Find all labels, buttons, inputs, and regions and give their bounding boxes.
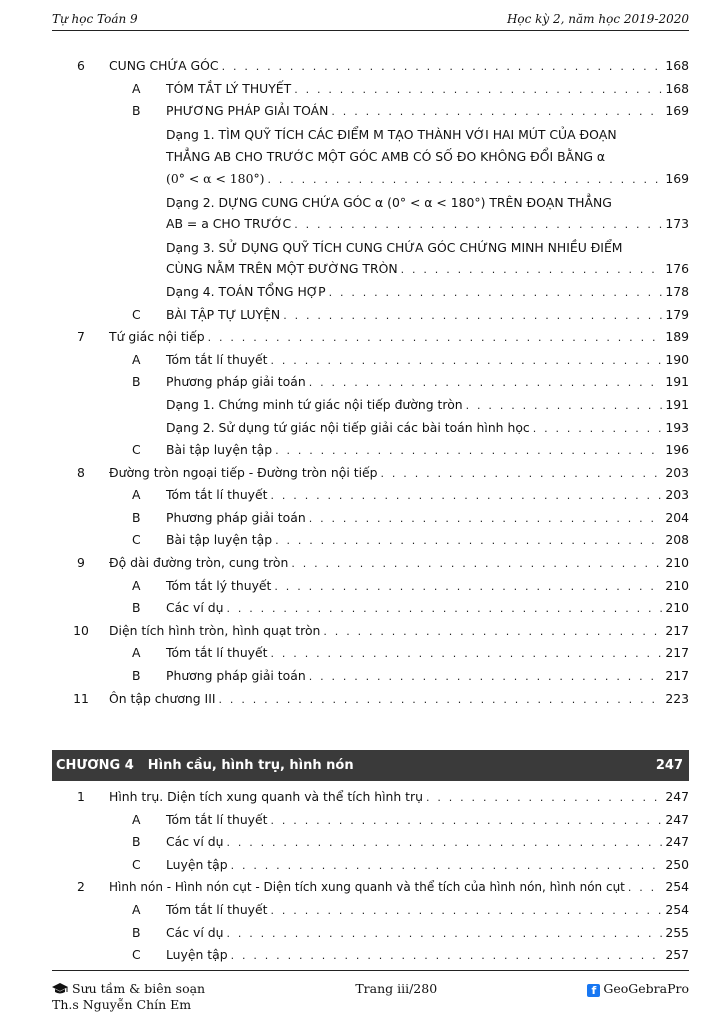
page-number: 190 — [665, 351, 689, 367]
leader-dots — [271, 900, 663, 923]
section-title: Ôn tập chương III — [109, 690, 216, 706]
leader-dots — [208, 327, 663, 350]
page-number: 203 — [665, 464, 689, 480]
page-number: 247 — [665, 789, 689, 804]
leader-dots — [275, 440, 662, 463]
subsection-title: Luyện tập — [166, 947, 228, 963]
page-header — [52, 12, 689, 31]
page-number: 189 — [665, 329, 689, 345]
toc-entry[interactable] — [52, 922, 689, 945]
subsection-title: Tóm tắt lí thuyết — [166, 811, 268, 827]
page-number: 178 — [665, 283, 689, 299]
leader-dots — [283, 305, 662, 328]
toc-entry[interactable] — [52, 55, 689, 78]
toc-entry[interactable] — [52, 944, 689, 967]
toc-entry[interactable] — [52, 831, 689, 854]
subsection-letter: C — [132, 947, 141, 963]
subsection-title: Các ví dụ — [166, 600, 224, 616]
subsection-title: Tóm tắt lí thuyết — [166, 645, 268, 661]
toc-entry[interactable] — [52, 688, 689, 711]
page-number: 210 — [665, 577, 689, 593]
header-semester: Học kỳ 2, năm học 2019-2020 — [506, 12, 689, 26]
page-number: 210 — [665, 555, 689, 571]
section-number: 8 — [77, 464, 85, 480]
toc-entry[interactable] — [52, 258, 689, 281]
toc-entry[interactable] — [52, 786, 689, 809]
section-number: 1 — [77, 789, 85, 804]
toc-entry[interactable] — [52, 78, 689, 101]
subsection-letter: A — [132, 645, 141, 661]
toc-entry[interactable] — [52, 349, 689, 372]
leader-dots — [222, 56, 663, 79]
page-number: 247 — [665, 834, 689, 850]
toc-entry[interactable] — [52, 899, 689, 922]
subsection-letter: C — [132, 532, 141, 548]
page-number: 179 — [665, 306, 689, 322]
page-number: 255 — [665, 924, 689, 940]
form-title-line: (0° < α < 180°) — [166, 170, 265, 186]
leader-dots — [271, 485, 663, 508]
toc-entry[interactable] — [52, 371, 689, 394]
leader-dots — [291, 553, 662, 576]
subsection-letter: C — [132, 856, 141, 872]
toc-entry[interactable] — [52, 529, 689, 552]
form-title-line: Dạng 2. DỰNG CUNG CHỨA GÓC α (0° < α < 180°) TRÊN ĐOẠN THẲNG — [166, 194, 612, 210]
page-number: 217 — [665, 645, 689, 661]
page-number: 193 — [665, 419, 689, 435]
subsection-letter: B — [132, 834, 141, 850]
leader-dots — [309, 508, 663, 531]
leader-dots — [628, 877, 662, 900]
subsection-letter: A — [132, 487, 141, 503]
leader-dots — [294, 214, 662, 237]
subsection-title: Tóm tắt lí thuyết — [166, 351, 268, 367]
leader-dots — [533, 418, 663, 441]
footer-facebook-link[interactable] — [587, 981, 689, 997]
leader-dots — [219, 689, 663, 712]
leader-dots — [426, 787, 662, 810]
subsection-letter: A — [132, 351, 141, 367]
toc-entry-line[interactable] — [52, 236, 689, 259]
subsection-letter: A — [132, 811, 141, 827]
subsection-letter: B — [132, 509, 141, 525]
page-number: 254 — [665, 879, 689, 895]
footer-facebook-name: GeoGebraPro — [603, 981, 689, 996]
page-number: 254 — [665, 901, 689, 917]
page-number: 203 — [665, 487, 689, 503]
toc-entry[interactable] — [52, 439, 689, 462]
leader-dots — [271, 643, 663, 666]
form-title-line: Dạng 3. SỬ DỤNG QUỸ TÍCH CUNG CHỨA GÓC CHỨNG MINH NHIỀU ĐIỂM — [166, 239, 623, 255]
page-number: 176 — [665, 261, 689, 277]
subsection-title: Phương pháp giải toán — [166, 509, 306, 525]
section-number: 7 — [77, 329, 85, 345]
leader-dots — [466, 395, 663, 418]
subsection-title: Tóm tắt lý thuyết — [166, 577, 272, 593]
page-number: 204 — [665, 509, 689, 525]
toc-entry[interactable] — [52, 809, 689, 832]
leader-dots — [226, 923, 662, 946]
leader-dots — [274, 576, 662, 599]
subsection-title: Bài tập luyện tập — [166, 532, 273, 548]
page-number: 217 — [665, 622, 689, 638]
page-number: 250 — [665, 856, 689, 872]
section-number: 2 — [77, 879, 85, 895]
page-footer — [52, 970, 689, 1012]
toc-entry[interactable] — [52, 100, 689, 123]
leader-dots — [323, 621, 662, 644]
toc-entry-line[interactable] — [52, 123, 689, 146]
form-title-line: AB = a CHO TRƯỚC — [166, 216, 292, 232]
section-title: Diện tích hình tròn, hình quạt tròn — [109, 622, 321, 638]
toc-entry[interactable] — [52, 665, 689, 688]
subsection-letter: A — [132, 901, 141, 917]
section-title: Độ dài đường tròn, cung tròn — [109, 555, 289, 571]
leader-dots — [401, 259, 663, 282]
leader-dots — [271, 350, 663, 373]
toc-entry[interactable] — [52, 620, 689, 643]
table-of-contents — [52, 55, 689, 710]
toc-entry[interactable] — [52, 281, 689, 304]
chapter-heading[interactable] — [52, 750, 689, 781]
leader-dots — [231, 855, 663, 878]
leader-dots — [271, 810, 663, 833]
subsection-letter: C — [132, 306, 141, 322]
toc-entry-line[interactable] — [52, 191, 689, 214]
subsection-letter: B — [132, 103, 141, 119]
toc-entry[interactable] — [52, 462, 689, 485]
page-number: 191 — [665, 374, 689, 390]
toc-entry[interactable] — [52, 213, 689, 236]
page-number: 169 — [665, 103, 689, 119]
page-number: 196 — [665, 442, 689, 458]
form-title: Dạng 4. TOÁN TỔNG HỢP — [166, 283, 326, 299]
chapter-page-number: 247 — [655, 758, 683, 773]
section-title: Hình trụ. Diện tích xung quanh và thể tích hình trụ — [109, 789, 423, 804]
page-number: 168 — [665, 80, 689, 96]
footer-compiled-label: Sưu tầm & biên soạn — [72, 981, 206, 996]
leader-dots — [294, 79, 662, 102]
subsection-title: PHƯƠNG PHÁP GIẢI TOÁN — [166, 103, 329, 119]
toc-entry[interactable] — [52, 876, 689, 899]
subsection-title: Phương pháp giải toán — [166, 374, 306, 390]
header-book-title: Tự học Toán 9 — [52, 12, 138, 26]
footer-page-count: Trang iii/280 — [355, 981, 438, 996]
page-number: 257 — [665, 947, 689, 963]
leader-dots — [309, 666, 663, 689]
subsection-title: Tóm tắt lí thuyết — [166, 901, 268, 917]
leader-dots — [231, 945, 663, 968]
section-number: 10 — [73, 622, 89, 638]
chapter-label: CHƯƠNG 4 — [56, 758, 134, 773]
leader-dots — [331, 101, 662, 124]
subsection-title: Các ví dụ — [166, 834, 224, 850]
form-title-line: Dạng 1. TÌM QUỸ TÍCH CÁC ĐIỂM M TẠO THÀNH VỚI HAI MÚT CỦA ĐOẠN — [166, 126, 617, 142]
section-number: 11 — [73, 690, 89, 706]
section-number: 9 — [77, 555, 85, 571]
subsection-title: Tóm tắt lí thuyết — [166, 487, 268, 503]
toc-entry[interactable] — [52, 326, 689, 349]
subsection-letter: A — [132, 577, 141, 593]
subsection-letter: B — [132, 924, 141, 940]
table-of-contents-chapter-4 — [52, 786, 689, 967]
leader-dots — [275, 530, 662, 553]
footer-author: Th.s Nguyễn Chín Em — [52, 997, 192, 1012]
page-number: 223 — [665, 690, 689, 706]
graduation-cap-icon — [52, 983, 68, 995]
facebook-icon: f — [587, 984, 600, 997]
toc-entry[interactable] — [52, 394, 689, 417]
toc-entry-line[interactable] — [52, 145, 689, 168]
page-number: 169 — [665, 170, 689, 186]
subsection-title: BÀI TẬP TỰ LUYỆN — [166, 306, 281, 322]
toc-entry[interactable] — [52, 168, 689, 191]
subsection-title: Luyện tập — [166, 856, 228, 872]
form-title: Dạng 2. Sử dụng tứ giác nội tiếp giải các bài toán hình học — [166, 419, 530, 435]
subsection-letter: B — [132, 668, 141, 684]
toc-entry[interactable] — [52, 854, 689, 877]
subsection-letter: B — [132, 600, 141, 616]
section-title: CUNG CHỨA GÓC — [109, 58, 219, 73]
page-number: 168 — [665, 58, 689, 73]
toc-entry[interactable] — [52, 575, 689, 598]
subsection-title: Phương pháp giải toán — [166, 668, 306, 684]
leader-dots — [226, 832, 662, 855]
toc-entry[interactable] — [52, 642, 689, 665]
form-title-line: THẲNG AB CHO TRƯỚC MỘT GÓC AMB CÓ SỐ ĐO KHÔNG ĐỔI BẰNG α — [166, 149, 606, 165]
toc-entry[interactable] — [52, 304, 689, 327]
section-number: 6 — [77, 58, 85, 73]
leader-dots — [329, 282, 663, 305]
chapter-title: Hình cầu, hình trụ, hình nón — [147, 758, 354, 773]
subsection-letter: A — [132, 80, 141, 96]
toc-entry[interactable] — [52, 507, 689, 530]
page-number: 173 — [665, 216, 689, 232]
toc-entry[interactable] — [52, 484, 689, 507]
subsection-letter: C — [132, 442, 141, 458]
toc-entry[interactable] — [52, 597, 689, 620]
leader-dots — [309, 372, 663, 395]
leader-dots — [226, 598, 662, 621]
subsection-letter: B — [132, 374, 141, 390]
toc-entry[interactable] — [52, 417, 689, 440]
leader-dots — [381, 463, 663, 486]
page-number: 191 — [665, 396, 689, 412]
subsection-title: Các ví dụ — [166, 924, 224, 940]
leader-dots — [267, 169, 662, 192]
footer-compiler — [52, 981, 205, 997]
section-title: Đường tròn ngoại tiếp - Đường tròn nội tiếp — [109, 464, 378, 480]
page-number: 217 — [665, 668, 689, 684]
page-number: 210 — [665, 600, 689, 616]
section-title: Tứ giác nội tiếp — [109, 329, 205, 345]
subsection-title: TÓM TẮT LÝ THUYẾT — [166, 80, 292, 96]
section-title: Hình nón - Hình nón cụt - Diện tích xung quanh và thể tích của hình nón, hình nón cụt — [109, 880, 625, 895]
form-title: Dạng 1. Chứng minh tứ giác nội tiếp đường tròn — [166, 396, 463, 412]
subsection-title: Bài tập luyện tập — [166, 442, 273, 458]
form-title-line: CÙNG NẰM TRÊN MỘT ĐƯỜNG TRÒN — [166, 261, 398, 277]
page-number: 208 — [665, 532, 689, 548]
page-number: 247 — [665, 811, 689, 827]
toc-entry[interactable] — [52, 552, 689, 575]
